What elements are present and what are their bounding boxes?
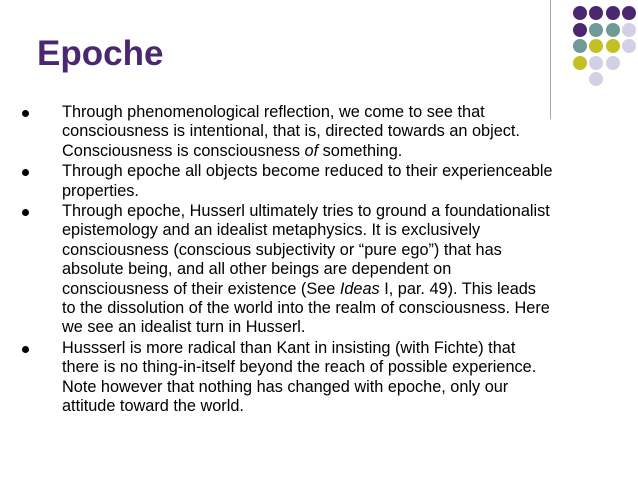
bullet-1-line-1: Through phenomenological reflection, we come to see that bbox=[62, 103, 485, 121]
bullet-3-line-1: Through epoche, Husserl ultimately tries to ground a foundationalist bbox=[62, 202, 550, 221]
bullet-dot-icon bbox=[22, 110, 29, 117]
bullet-dot-icon bbox=[22, 169, 29, 176]
bullet-3-line-5: consciousness of their existence (See Ideas I, par. 49). This leads bbox=[62, 279, 536, 298]
bullet-list bbox=[20, 103, 628, 418]
bullet-4-line-3: Note however that nothing has changed with epoche, only our bbox=[62, 377, 509, 396]
bullet-4-line-2: there is no thing-in-itself beyond the reach of possible experience. bbox=[62, 358, 537, 377]
bullet-item-3 bbox=[20, 202, 628, 338]
emphasis-ideas: Ideas bbox=[339, 279, 380, 298]
decorative-dot bbox=[573, 6, 587, 20]
decorative-dot bbox=[573, 39, 587, 53]
decorative-dot bbox=[589, 56, 603, 70]
bullet-4-line-4: attitude toward the world. bbox=[62, 397, 244, 416]
decorative-dot bbox=[606, 56, 620, 70]
decorative-dot bbox=[606, 23, 620, 37]
decorative-dot bbox=[573, 56, 587, 70]
decorative-dot bbox=[622, 39, 636, 53]
decorative-dot bbox=[622, 23, 636, 37]
bullet-1-line-3: Consciousness is consciousness of something. bbox=[62, 141, 403, 160]
bullet-dot-icon bbox=[22, 346, 29, 353]
decorative-dot bbox=[589, 72, 603, 86]
bullet-item-4 bbox=[20, 339, 628, 417]
bullet-dot-icon bbox=[22, 209, 29, 216]
bullet-3-line-6: to the dissolution of the world into the realm of consciousness. Here bbox=[62, 299, 550, 318]
decorative-dot bbox=[589, 23, 603, 37]
bullet-4-line-1: Hussserl is more radical than Kant in insisting (with Fichte) that bbox=[62, 338, 516, 357]
decorative-dot bbox=[606, 39, 620, 53]
bullet-item-1 bbox=[20, 103, 628, 161]
decorative-dot bbox=[622, 6, 636, 20]
bullet-3-line-2: epistemology and an idealist metaphysics. It is exclusively bbox=[62, 221, 481, 240]
bullet-2-line-1: Through epoche all objects become reduced to their experienceable bbox=[62, 162, 553, 181]
decorative-dot bbox=[606, 6, 620, 20]
bullet-1-line-2: consciousness is intentional, that is, directed towards an object. bbox=[62, 122, 520, 141]
decorative-divider-line bbox=[550, 0, 551, 119]
bullet-3-line-4: absolute being, and all other beings are dependent on bbox=[62, 260, 452, 279]
slide-title: Epoche bbox=[37, 34, 164, 73]
decorative-dot bbox=[589, 6, 603, 20]
decorative-dot bbox=[589, 39, 603, 53]
bullet-item-2 bbox=[20, 162, 628, 201]
bullet-3-line-7: we see an idealist turn in Husserl. bbox=[62, 318, 306, 337]
emphasis-of: of bbox=[304, 141, 319, 160]
decorative-dot bbox=[573, 23, 587, 37]
bullet-3-line-3: consciousness (conscious subjectivity or “pure ego”) that has bbox=[62, 240, 502, 259]
bullet-2-line-2: properties. bbox=[62, 181, 139, 200]
